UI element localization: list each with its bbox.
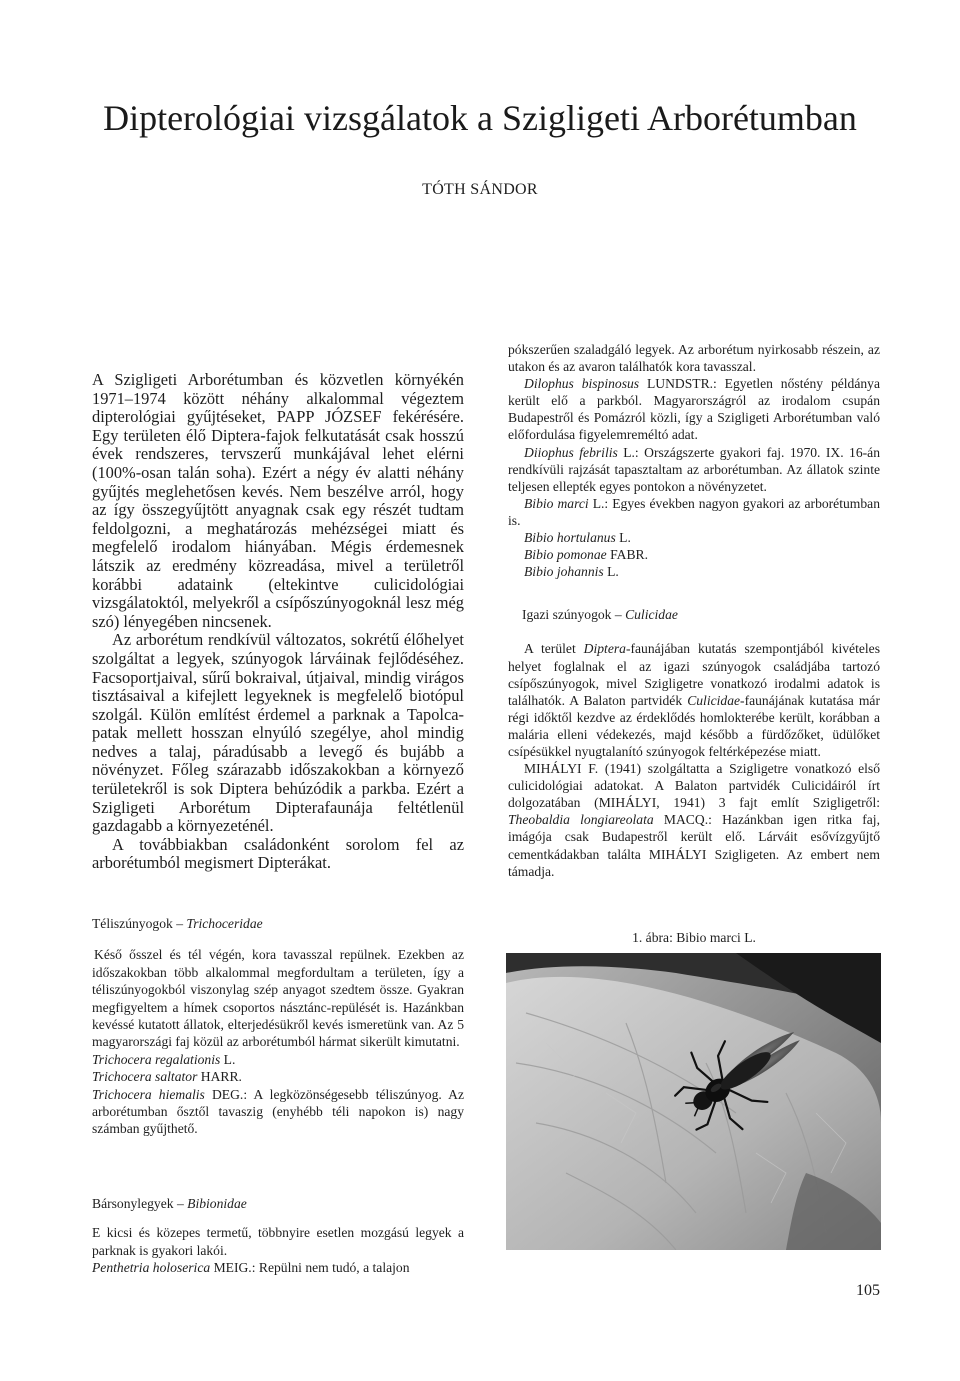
heading-family-name: Bibionidae (187, 1195, 247, 1211)
text-run: -faunájában kutatás szempontjából kivételes helyet foglalnak el az igazi szúnyogok családjába tartozó csípőszúnyogok, mivel Szigligetre vonatkozó irodalmi adatok is találhatók. A Balaton partvidék (508, 641, 880, 708)
species-name: Bibio pomonae (524, 547, 607, 563)
species-entry (92, 1051, 464, 1068)
text-run: A terület (524, 641, 584, 657)
section-heading-bibionidae (92, 1195, 464, 1212)
text-run-italic: Diptera (583, 641, 626, 657)
article-title: Dipterológiai vizsgálatok a Szigligeti Arborétumban (103, 98, 857, 138)
section-heading-trichoceridae (92, 915, 464, 932)
culicidae-paragraph-2 (508, 760, 880, 880)
species-entry (92, 1086, 464, 1138)
species-name: Bibio hortulanus (524, 530, 616, 546)
species-name: Dilophus bispinosus (524, 376, 640, 392)
species-name: Penthetria holoserica (92, 1260, 211, 1276)
text-run: MIHÁLYI F. (1941) szolgáltatta a Szigligetre vonatkozó első culicidológiai adatokat. A Balaton partvidék Culicidáiról írt dolgozatában (MIHÁLYI, 1941) 3 fajt említ Szigligetről: (508, 761, 880, 811)
species-text: LUNDSTR.: Egyetlen nőstény példánya került elő a parkból. Magyarországról az irodalom csupán Budapestről és Pomázról közli, így a Szigligeti Arborétumban való előfordulása figyelemreméltó adat. (508, 376, 881, 443)
bibionidae-paragraph: E kicsi és közepes termetű, többnyire esetlen mozgású legyek a parknak is gyakori lakói. (92, 1225, 464, 1258)
bibionidae-continued-paragraph: pókszerűen szaladgáló legyek. Az arborétum nyirkosabb részein, az utakon és az avaron találhatók kora tavasszal. (508, 342, 880, 375)
species-entry (508, 444, 880, 495)
species-name: Bibio marci (524, 495, 589, 511)
species-text: L.: Egyes években nagyon gyakori az arborétumban is. (508, 495, 880, 528)
intro-column (92, 371, 464, 873)
text-run: MACQ.: Hazánkban igen ritka faj, imágója csak Budapestről került elő. Lárváit esővízgyűjtő cementkádakban találta MIHÁLYI Szigligeten. Az embert nem támadja. (508, 812, 880, 879)
species-author: L. (603, 564, 619, 580)
species-text: L.: Országszerte gyakori faj. 1970. IX. 16-án rendkívüli rajzását tapasztaltam az arborétumban. Az állatok szinte teljesen ellepték egyes pontokon a növényzetet. (508, 444, 881, 494)
species-name: Diiophus febrilis (524, 444, 618, 460)
heading-family-name: Trichoceridae (186, 916, 263, 931)
species-author: L. (615, 530, 631, 546)
species-text: MEIG.: Repülni nem tudó, a talajon (210, 1260, 410, 1276)
section-heading-culicidae (508, 606, 880, 623)
text-run-italic: Theobaldia longiareolata (508, 812, 654, 828)
culicidae-paragraph-1 (508, 640, 880, 760)
species-name: Trichocera regalationis (92, 1051, 221, 1067)
species-entry (92, 1068, 464, 1085)
species-text: DEG.: A legközönségesebb téliszúnyog. Az arborétumban ősztől tavaszig (enyhébb téli napokon is) nagy számban gyűjthető. (92, 1086, 464, 1137)
text-run: -faunájának kutatása már régi időktől kezdve az érdeklődés homlokterébe került, korábban a malária elleni védekezés, majd később a fürdőzőket, üdülőket csípésükkel nyugtalanító szúnyogok feltérképezése miatt. (508, 692, 880, 759)
species-entry (508, 563, 880, 580)
species-entry (508, 375, 880, 443)
fly-on-leaf-illustration (506, 953, 881, 1250)
page-number: 105 (856, 1282, 880, 1299)
species-name: Trichocera saltator (92, 1069, 198, 1085)
text-run-italic: Culicidae (687, 692, 741, 708)
figure-caption: 1. ábra: Bibio marci L. (632, 930, 756, 945)
intro-paragraph-1: A Szigligeti Arborétumban és közvetlen környékén 1971–1974 között néhány alkalommal végeztem dipterológiai gyűjtéseket, PAPP JÓZSEF fekérésére. Egy területen élő Diptera-fajok felkutatását csak hosszú évek rendszeres, tervszerű munkájával lehet elérni (100%-osan talán soha). Ezért a négy év alatti néhány gyűjtés meglehetősen kevés. Nem beszélve arról, hogy az így összegyűjtött anyagnak csak egy részét tudtam feldolgozni, a meghatározás mehézségei miatt és megfelelő irodalom hiányában. Mégis érdemesnek látszik az eredmény közreadása, mivel a területről korábbi adataink (eltekintve culicidológiai vizsgálatoktól, melyekről a csípőszúnyogoknál lesz még szó) lényegében nincsenek. (92, 370, 464, 631)
species-entry (508, 495, 880, 529)
heading-label: Bársonylegyek – (92, 1195, 188, 1211)
heading-family-name: Culicidae (625, 607, 678, 623)
author-name: TÓTH SÁNDOR (422, 181, 538, 198)
species-entry (508, 529, 880, 546)
lower-left-column (92, 915, 464, 1277)
intro-paragraph-3: A továbbiakban családonként sorolom fel az arborétumból megismert Dipterákat. (92, 834, 464, 873)
trichoceridae-paragraph: Késő ősszel és tél végén, kora tavasszal repülnek. Ezekben az időszakokban több alkalommal megfordultam a területen, így a téliszúnyogokból viszonylag szép anyagot szedtem össze. Gyakran megfigyeltem a hímek csoportos násztánc-repülését is. Hazánkban kevéssé kutatott állatok, elterjedésükről kevés ismeretünk van. Az 5 magyarországi faj közül az arborétumból hármat sikerült kimutatni. (92, 947, 464, 1050)
right-column (508, 341, 880, 880)
species-name: Bibio johannis (524, 564, 604, 580)
figure-photo-bibio-marci (506, 953, 881, 1250)
heading-label: Igazi szúnyogok – (522, 607, 626, 623)
species-author: HARR. (197, 1069, 242, 1085)
species-entry (508, 546, 880, 563)
heading-label: Téliszúnyogok – (92, 916, 187, 931)
species-entry (92, 1259, 464, 1276)
species-author: L. (220, 1051, 236, 1067)
intro-paragraph-2: Az arborétum rendkívül változatos, sokrétű élőhelyet szolgáltat a legyek, szúnyogok lárváinak fejlődéséhez. Facsoportjaival, sűrű bokraival, útjaival, mindig virágos tisztásaival a kifejlett legyeknek is megfelelő biotópul szolgál. Külön említést érdemel a parknak a Tapolca-patak mellett hosszan elnyúló szegélye, ahol mindig nedves a talaj, páradúsabb a levegő és bujább a növényzet. Főleg szárazabb időszakokban a környező területekről is sok Diptera behúzódik a parkba. Ezért a Szigligeti Arborétum Dipterafaunája feltétlenül gazdagabb a környezeténél. (92, 630, 464, 836)
species-author: FABR. (606, 547, 648, 563)
species-name: Trichocera hiemalis (92, 1086, 205, 1102)
